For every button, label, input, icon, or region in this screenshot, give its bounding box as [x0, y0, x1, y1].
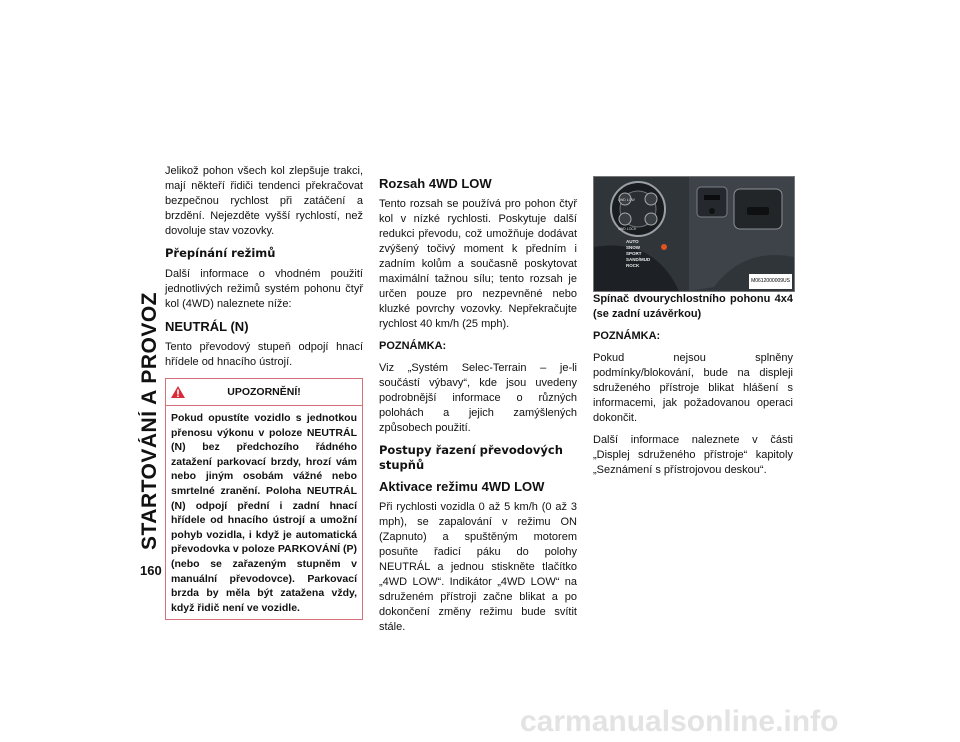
warning-title: UPOZORNĚNÍ!: [227, 386, 301, 398]
heading-mode-switching: Přepínání režimů: [165, 246, 276, 260]
intro-paragraph: Jelikož pohon všech kol zlepšuje trakci, mají někteří řidiči tendenci překračovat bezpečnou rychlost při zatáčení a brzdění. Nejezděte vyšší rychlostí, než dovoluje stav vozovky.: [165, 165, 363, 237]
note-paragraph: Viz „Systém Selec-Terrain – je-li součástí výbavy“, kde jsou uvedeny podrobnější informace o různých polohách a jejich zamýšlených způsobech použití.: [379, 362, 577, 434]
note-paragraph-2: Pokud nejsou splněny podmínky/blokování, bude na displeji sdruženého přístroje blikat hlášení s informacemi, jak požadovanou operaci dokončit.: [593, 352, 793, 424]
heading-4wd-low: Rozsah 4WD LOW: [379, 176, 492, 191]
page-number: 160: [140, 563, 162, 578]
watermark: carmanualsonline.info: [520, 705, 839, 738]
warning-header: [166, 379, 362, 406]
low-paragraph: Tento rozsah se používá pro pohon čtyř kol v nízké rychlosti. Poskytuje další redukci převodu, což umožňuje dodávat zvýšený točivý moment k předním i zadním kolům a současně poskytovat maximální tažnou sílu; tento rozsah je určen pouze pro nezpevněné nebo kluzké povrchy vozovky. Nepřekračujte rychlost 40 km/h (25 mph).: [379, 198, 577, 330]
heading-activate-low: Aktivace režimu 4WD LOW: [379, 479, 545, 494]
activate-paragraph: Při rychlosti vozidla 0 až 5 km/h (0 až 3 mph), se zapalování v režimu ON (Zapnuto) a spuštěným motorem posuňte řadicí páku do polohy NEUTRÁL a jednou stiskněte tlačítko „4WD LOW“. Indikátor „4WD LOW“ na sdruženém přístroji začne blikat a po dokončení změny režimu bude svítit stále.: [379, 501, 577, 633]
modes-paragraph: Další informace o vhodném použití jednotlivých režimů systém pohonu čtyř kol (4WD) naleznete níže:: [165, 268, 363, 310]
button-label-4wd-low: 4WD LOW: [618, 198, 635, 202]
mode-label: SAND/MUD: [626, 257, 651, 262]
mode-label: SNOW: [626, 245, 640, 250]
column-3: [593, 176, 793, 485]
chapter-side-title: [138, 170, 164, 550]
mode-label: ROCK: [626, 263, 640, 268]
neutral-paragraph: Tento převodový stupeň odpojí hnací hřídele od hnacího ústrojí.: [165, 341, 363, 368]
warning-text: Pokud opustíte vozidlo s jednotkou přenosu výkonu v poloze NEUTRÁL (N) bez předchozího řádného zatažení parkovací brzdy, hrozí vám nebo jiným osobám vážné nebo smrtelné zranění. Poloha NEUTRÁL (N) odpojí přední i zadní hnací hřídele od hnacího ústrojí a umožní pohyb vozidla, i když je automatická převodovka v poloze PARKOVÁNÍ (P) (nebo se zařazeným stupněm v manuální převodovce). Parkovací brzda by měla být zatažena vždy, když řidič není ve vozidle.: [171, 412, 357, 614]
column-1: [165, 164, 363, 620]
heading-neutral: NEUTRÁL (N): [165, 319, 249, 334]
switch-photo: [593, 176, 795, 292]
more-info-paragraph: Další informace naleznete v části „Displej sdruženého přístroje“ kapitoly „Seznámení s přístrojovou deskou“.: [593, 434, 793, 476]
warning-triangle-icon: [170, 383, 186, 409]
heading-shift-procedures: Postupy řazení převodových stupňů: [379, 443, 563, 472]
note-title-2: POZNÁMKA:: [593, 330, 661, 342]
photo-caption: Spínač dvourychlostního pohonu 4x4 (se zadní uzávěrkou): [593, 293, 793, 320]
mode-label-list: [626, 239, 650, 269]
warning-box: [165, 378, 363, 620]
note-title: POZNÁMKA:: [379, 340, 447, 352]
photo-code: M0612000009US: [749, 274, 792, 289]
column-2: [379, 172, 577, 642]
button-label-4wd-lock: 4WD LOCK: [618, 227, 637, 231]
mode-label: SPORT: [626, 251, 642, 256]
chapter-title-text: STARTOVÁNÍ A PROVOZ: [138, 291, 161, 550]
mode-label: AUTO: [626, 239, 639, 244]
